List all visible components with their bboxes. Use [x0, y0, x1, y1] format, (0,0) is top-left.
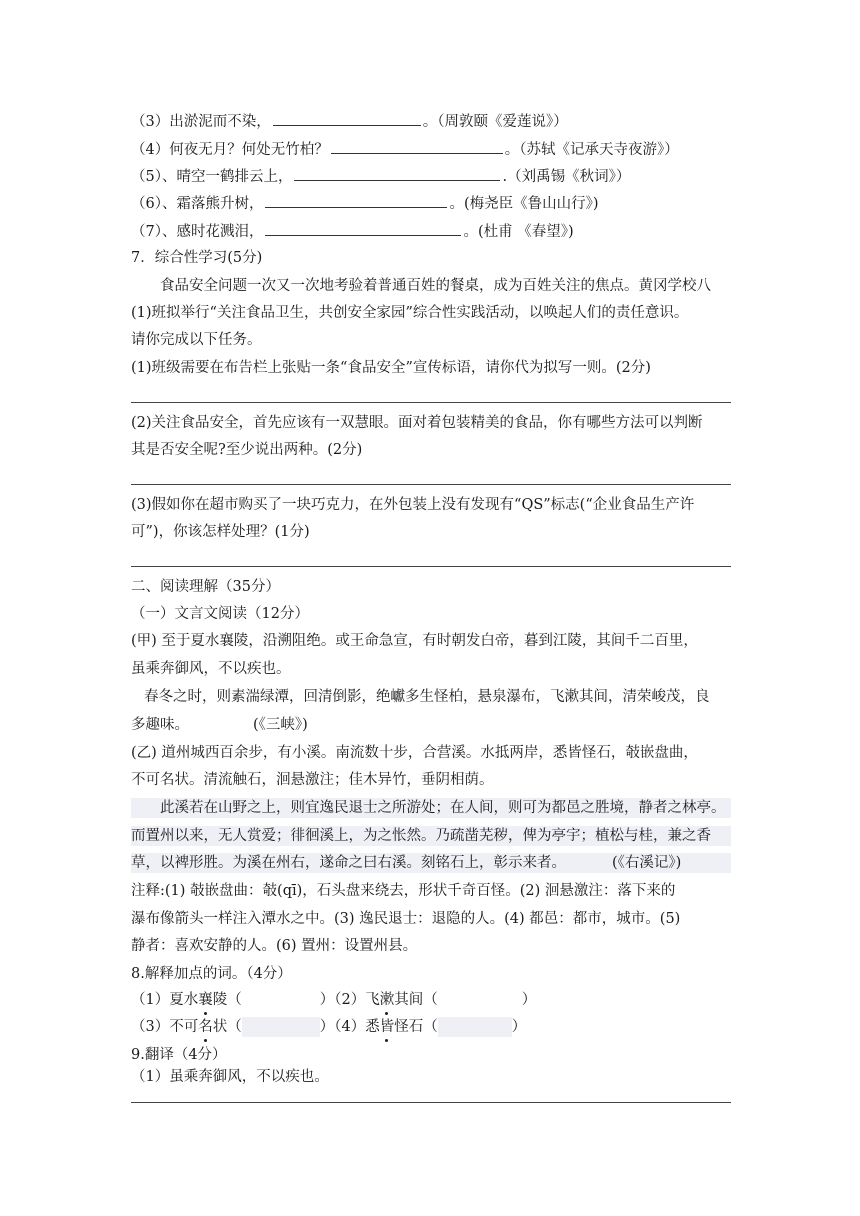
dotted-word-shu: 漱 — [379, 992, 395, 1008]
answer-blank-q4[interactable] — [331, 139, 503, 154]
passage-yi-line4: 而置州以来，无人赏爱；徘徊溪上，为之怅然。乃疏凿芜秽，俾为亭宇；植松与桂，兼之香 — [131, 826, 731, 846]
q7-intro-line1: 食品安全问题一次又一次地考验着普通百姓的餐桌，成为百姓关注的焦点。黄冈学校八 — [160, 278, 711, 294]
q8-item3-post: 状（ — [212, 1019, 242, 1035]
notes-line1: 注释:(1) 攲嵌盘曲：攲(qī)，石头盘来绕去，形状千奇百怪。(2) 洄悬激注：落下来的 — [131, 883, 676, 899]
q8-title: 8.解释加点的词。（4分） — [131, 966, 292, 982]
poem-q3-pre: （3）出淤泥而不染， — [131, 114, 271, 130]
dotted-word-jie: 皆 — [379, 1019, 395, 1035]
q8-item2-post: 其间（ — [394, 992, 438, 1008]
dotted-word-xiang: 襄 — [198, 992, 213, 1008]
q7-task2-line2: 其是否安全呢?至少说出两种。(2分) — [131, 442, 363, 458]
poem-q6-post: 。(梅尧臣《鲁山山行》) — [449, 196, 599, 212]
q8-item4-pre: （4）悉 — [334, 1019, 380, 1035]
source-youxiji: (《右溪记》) — [612, 855, 682, 871]
poem-q6 — [131, 193, 731, 214]
passage-jia-line3: 春冬之时，则素湍绿潭，回清倒影，绝巘多生怪柏，悬泉瀑布，飞漱其间，清荣峻茂，良 — [144, 689, 710, 705]
poem-q3-post: 。（周敦颐《爱莲说》） — [422, 114, 568, 130]
poem-q7-post: 。(杜甫 《春望》) — [463, 224, 574, 240]
q7-intro-line2: (1)班拟举行“关注食品卫生，共创安全家园”综合性实践活动，以唤起人们的责任意识。 — [131, 305, 689, 321]
classical-reading-subtitle: （一）文言文阅读（12分） — [131, 606, 309, 622]
q7-task3-line2: 可”)，你该怎样处理？(1分) — [131, 524, 310, 540]
q8-item3-answer[interactable] — [242, 1017, 320, 1037]
poem-q5-post: .（刘禹锡《秋词》） — [502, 169, 631, 185]
q8-item4-answer[interactable] — [438, 1017, 512, 1037]
poem-q7 — [131, 221, 731, 242]
passage-yi-line2: 不可名状。清流触石，洄悬激注；佳木异竹，垂阴相荫。 — [131, 772, 494, 788]
q8-item1-pre: （1）夏水 — [131, 992, 199, 1008]
answer-blank-q6[interactable] — [265, 193, 447, 208]
passage-jia-line2: 虽乘奔御风，不以疾也。 — [131, 661, 291, 677]
q7-task3-line1: (3)假如你在超市购买了一块巧克力，在外包装上没有发现有“QS”标志(“企业食品生产许 — [131, 497, 695, 513]
q7-title: 7．综合性学习(5分) — [131, 250, 263, 266]
q7-task2-line1: (2)关注食品安全，首先应该有一双慧眼。面对着包装精美的食品，你有哪些方法可以判断 — [131, 415, 703, 431]
dotted-word-ming: 名 — [198, 1019, 213, 1035]
q8-row2 — [131, 1017, 731, 1037]
passage-jia-line4 — [131, 715, 731, 735]
passage-yi-end: 草，以裨形胜。为溪在州右，遂命之曰右溪。刻铭石上，彰示来者。 — [131, 855, 566, 871]
passage-jia-line1: (甲) 至于夏水襄陵，沿溯阻绝。或王命急宣，有时朝发白帝，暮到江陵，其间千二百里， — [131, 633, 698, 649]
q8-item3-close: ） — [319, 1019, 335, 1035]
poem-q3 — [131, 111, 731, 132]
reading-section-title: 二、阅读理解（35分） — [131, 579, 280, 595]
source-sanxia: (《三峡》) — [253, 717, 308, 733]
answer-line-task2[interactable] — [131, 484, 731, 485]
notes-line3: 静者：喜欢安静的人。(6) 置州：设置州县。 — [131, 938, 418, 954]
passage-yi-line3: 此溪若在山野之上，则宜逸民退士之所游处；在人间，则可为都邑之胜境，静者之林亭。 — [131, 798, 731, 818]
q8-item4-close: ） — [511, 1019, 527, 1035]
poem-q5 — [131, 166, 731, 187]
answer-blank-q3[interactable] — [273, 111, 421, 126]
passage-jia-end: 多趣味。 — [131, 717, 189, 733]
answer-line-task3[interactable] — [131, 566, 731, 567]
poem-q4 — [131, 139, 731, 160]
q8-item3-pre: （3）不可 — [131, 1019, 199, 1035]
q7-intro-line3: 请你完成以下任务。 — [131, 332, 262, 348]
q8-item2-close: ） — [521, 992, 537, 1008]
passage-yi-line5 — [131, 853, 731, 873]
q7-task1: (1)班级需要在布告栏上张贴一条“食品安全”宣传标语，请你代为拟写一则。(2分) — [131, 360, 651, 376]
notes-line2: 瀑布像箭头一样注入潭水之中。(3) 逸民退士：退隐的人。(4) 都邑：都市，城市。(5) — [131, 911, 681, 927]
q9-title: 9.翻译（4分） — [131, 1047, 227, 1063]
q8-item1-post: 陵（ — [212, 992, 242, 1008]
answer-blank-q5[interactable] — [294, 166, 500, 181]
q8-row1 — [131, 990, 731, 1010]
poem-q4-post: 。（苏轼《记承天寺夜游》） — [504, 142, 679, 158]
answer-line-q9[interactable] — [131, 1102, 731, 1103]
q8-item2-pre: （2）飞 — [334, 992, 380, 1008]
passage-yi-line1: (乙) 道州城西百余步，有小溪。南流数十步，合营溪。水抵两岸，悉皆怪石，攲嵌盘曲， — [131, 745, 698, 761]
poem-q4-pre: （4）何夜无月？何处无竹柏？ — [131, 142, 329, 158]
q8-item1-close: ） — [319, 992, 335, 1008]
poem-q7-pre: （7）、感时花溅泪， — [131, 224, 264, 240]
answer-blank-q7[interactable] — [265, 221, 461, 236]
q8-item4-post: 怪石（ — [394, 1019, 438, 1035]
poem-q5-pre: （5）、晴空一鹤排云上， — [131, 169, 293, 185]
answer-line-task1[interactable] — [131, 402, 731, 403]
poem-q6-pre: （6）、霜落熊升树， — [131, 196, 264, 212]
q9-sentence1: （1）虽乘奔御风，不以疾也。 — [131, 1069, 329, 1085]
